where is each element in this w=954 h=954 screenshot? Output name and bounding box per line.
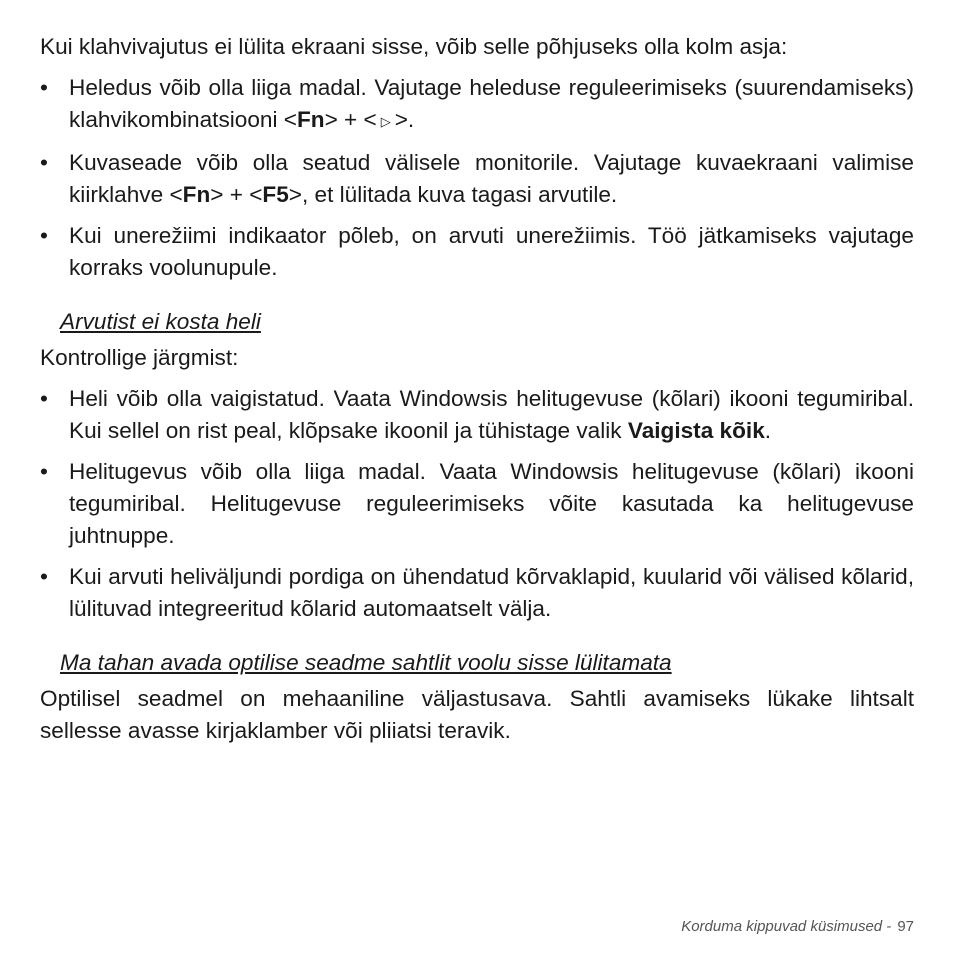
list-item [40,561,914,625]
item-text: Kui arvuti heliväljundi pordiga on ühendatud kõrvaklapid, kuularid või välised kõlarid, lülituvad integreeritud kõlarid automaatselt välja. [69,564,914,621]
list-item [40,383,914,447]
item-text: >. [394,107,415,132]
triangle-right-outline-icon: ▷ [380,114,391,129]
key-f5: F5 [262,182,289,207]
item-text: Helitugevus võib olla liiga madal. Vaata Windowsis helitugevuse (kõlari) ikooni tegumiribal. Helitugevuse reguleerimiseks võite kasutada ka helitugevuse juhtnuppe. [69,459,914,548]
mute-all-option: Vaigista kõik [627,418,765,443]
bullet: • [40,75,48,100]
list-item [40,147,914,211]
display-troubleshooting-list [40,72,914,284]
sound-troubleshooting-list [40,383,914,625]
page-footer [681,918,914,935]
key-fn: Fn [296,107,325,132]
page-content [40,31,914,756]
bullet: • [40,150,48,175]
item-text: Kui unerežiimi indikaator põleb, on arvuti unerežiimis. Töö jätkamiseks vajutage korraks voolunupule. [69,223,914,280]
bullet: • [40,386,48,411]
item-text: Heli võib olla vaigistatud. Vaata Windowsis helitugevuse (kõlari) ikooni tegumiribal. Kui sellel on rist peal, klõpsake ikoonil ja tühistage valik [69,386,914,443]
item-text: . [764,418,772,443]
list-item [40,220,914,284]
item-text: Heledus võib olla liiga madal. Vajutage heleduse reguleerimiseks (suurendamiseks) klahvikombinatsiooni < [69,75,914,132]
page-number: 97 [897,918,914,935]
list-item [40,456,914,552]
item-text: > + < [324,107,377,132]
list-item [40,72,914,138]
key-fn: Fn [182,182,211,207]
item-text: >, et lülitada kuva tagasi arvutile. [288,182,618,207]
section-lead: Kontrollige järgmist: [40,345,239,370]
section-heading-optical-drive: Ma tahan avada optilise seadme sahtlit voolu sisse lülitamata [60,650,672,675]
section-body: Optilisel seadmel on mehaaniline väljastusava. Sahtli avamiseks lükake lihtsalt sellesse avasse kirjaklamber või pliiatsi teravik. [40,686,914,743]
bullet: • [40,564,48,589]
footer-title: Korduma kippuvad küsimused - [681,918,892,935]
section-heading-no-sound: Arvutist ei kosta heli [60,309,261,334]
intro-paragraph: Kui klahvivajutus ei lülita ekraani sisse, võib selle põhjuseks olla kolm asja: [40,34,788,59]
bullet: • [40,459,48,484]
item-text: > + < [210,182,263,207]
bullet: • [40,223,48,248]
item-text: Kuvaseade võib olla seatud välisele monitorile. Vajutage kuvaekraani valimise kiirklahve < [69,150,914,207]
